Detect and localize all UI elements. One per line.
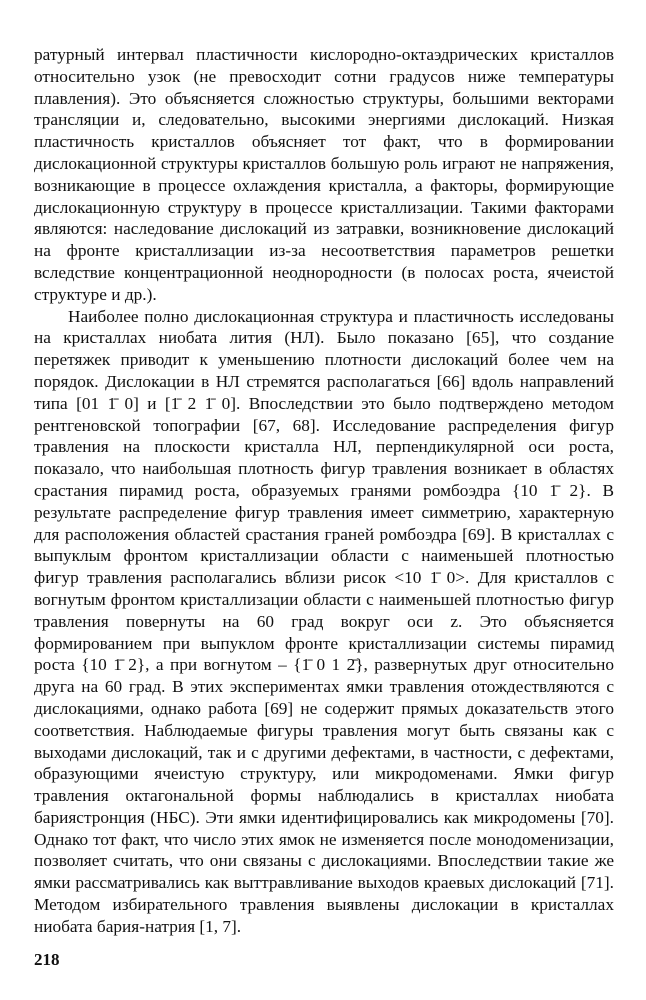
- page-number: 218: [34, 950, 60, 969]
- paragraph-1: ратурный интервал пластичности кислородно-октаэдрических кристаллов относительно узок (не превосходит сотни градусов ниже температуры плавления). Это объясняется сложностью структуры, большими векторами трансляции и, следовательно, высокими энергиями дислокаций. Низкая пластичность кристаллов объясняет тот факт, что в формировании дислокационной структуры кристаллов большую роль играют не напряжения, возникающие в процессе охлаждения кристалла, а факторы, формирующие дислокационную структуру в процессе кристаллизации. Такими факторами являются: наследование дислокаций из затравки, возникновение дислокаций на фронте кристаллизации из-за несоответствия параметров решетки вследствие концентрационной неоднородности (в полосах роста, ячеистой структуре и др.).: [34, 45, 614, 304]
- body-text: [34, 44, 614, 938]
- paragraph-2: Наиболее полно дислокационная структура и пластичность исследованы на кристаллах ниобата лития (НЛ). Было показано [65], что создание перетяжек приводит к уменьшению плотности дислокаций более чем на порядок. Дислокации в НЛ стремятся располагаться [66] вдоль направлений типа [01 1̄ 0] и [1̄ 2 1̄ 0]. Впоследствии это было подтверждено методом рентгеновской топографии [67, 68]. Исследование распределения фигур травления на плоскости кристалла НЛ, перпендикулярной оси роста, показало, что наибольшая плотность фигур травления возникает в областях срастания пирамид роста, образуемых гранями ромбоэдра {10 1̄ 2}. В результате распределение фигур травления имеет симметрию, характерную для расположения областей срастания граней ромбоэдра [69]. В кристаллах с выпуклым фронтом кристаллизации области с наименьшей плотностью фигур травления располагались вблизи рисок <10 1̄ 0>. Для кристаллов с вогнутым фронтом кристаллизации области с наименьшей плотностью фигур травления повернуты на 60 град вокруг оси z. Это объясняется формированием при выпуклом фронте кристаллизации системы пирамид роста {10 1̄ 2}, а при вогнутом – {1̄ 0 1 2̄}, развернутых друг относительно друга на 60 град. В этих экспериментах ямки травления отождествляются с дислокациями, однако работа [69] не содержит прямых доказательств этого соответствия. Наблюдаемые фигуры травления могут быть связаны как с выходами дислокаций, так и с другими дефектами, в частности, с дефектами, образующими ячеистую структуру, или микродоменами. Ямки фигур травления октагональной формы наблюдались в кристаллах ниобата бариястронция (НБС). Эти ямки идентифицировались как микродомены [70]. Однако тот факт, что число этих ямок не изменяется после монодоменизации, позволяет считать, что они связаны с дислокациями. Впоследствии такие же ямки рассматривались как выттравливание выходов краевых дислокаций [71]. Методом избирательного травления выявлены дислокации в кристаллах ниобата бария-натрия [1, 7].: [34, 306, 614, 936]
